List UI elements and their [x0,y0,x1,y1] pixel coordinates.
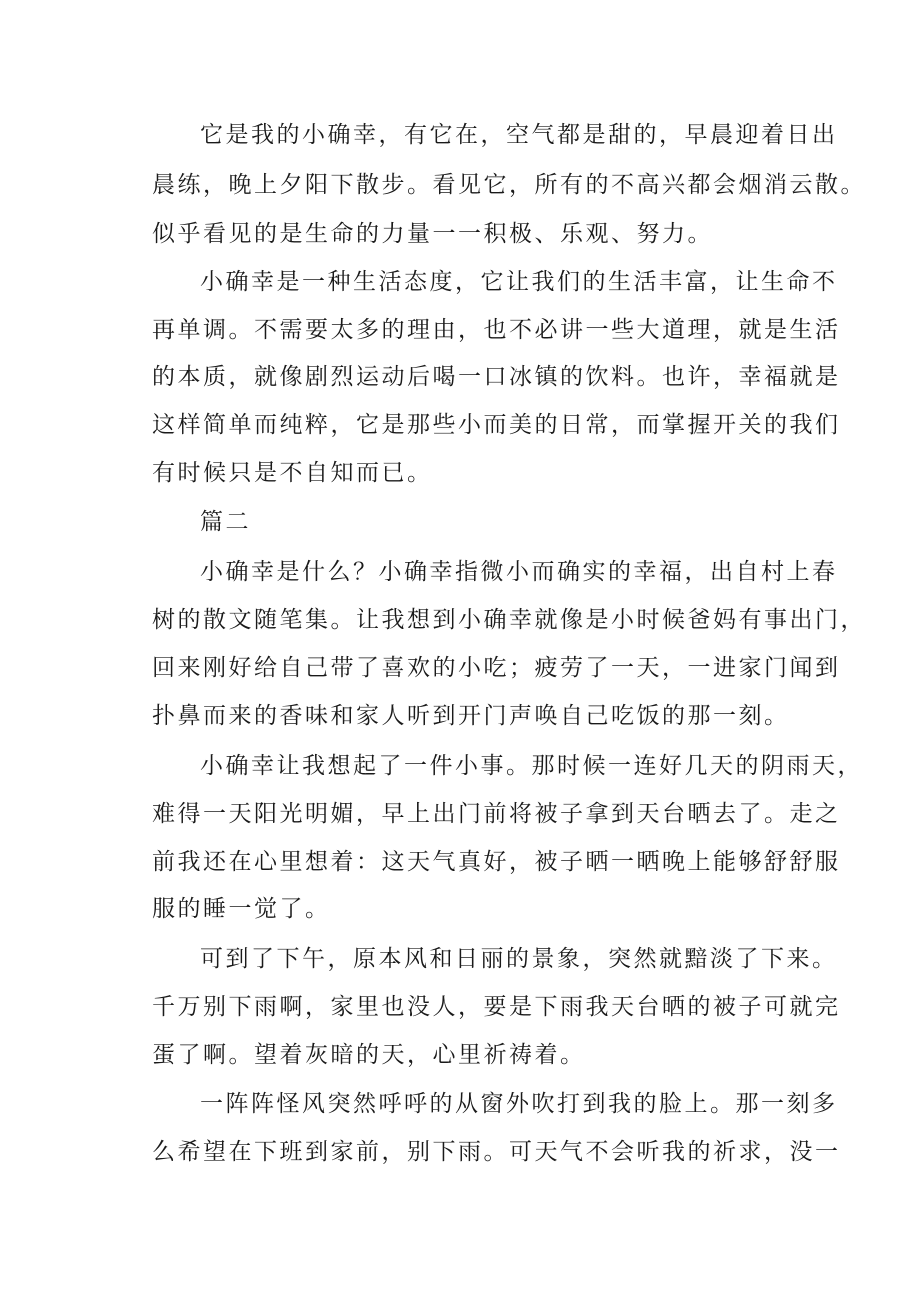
paragraph-6-line-1: 一阵阵怪风突然呼呼的从窗外吹打到我的脸上。那一刻多 [200,1091,838,1117]
paragraph-3-line-4: 扑鼻而来的香味和家人听到开门声唤自己吃饭的那一刻。 [152,703,790,729]
paragraph-2-line-3: 的本质，就像剧烈运动后喝一口冰镇的饮料。也许，幸福就是 [152,364,841,390]
paragraph-3-line-1: 小确幸是什么？小确幸指微小而确实的幸福，出自村上春 [200,559,838,585]
paragraph-5-line-1: 可到了下午，原本风和日丽的景象，突然就黯淡了下来。 [200,946,838,972]
paragraph-4-line-1: 小确幸让我想起了一件小事。那时候一连好几天的阴雨天， [200,753,863,779]
paragraph-3-line-2: 树的散文随笔集。让我想到小确幸就像是小时候爸妈有事出门， [152,607,866,633]
paragraph-4-line-2: 难得一天阳光明媚，早上出门前将被子拿到天台晒去了。走之 [152,801,841,827]
paragraph-1-line-2: 晨练，晚上夕阳下散步。看见它，所有的不高兴都会烟消云散。 [152,172,866,198]
paragraph-2-line-4: 这样简单而纯粹，它是那些小而美的日常，而掌握开关的我们 [152,412,841,438]
paragraph-2-line-5: 有时候只是不自知而已。 [152,460,433,486]
paragraph-6-line-2: 么希望在下班到家前，别下雨。可天气不会听我的祈求，没一 [152,1139,841,1165]
section-heading: 篇二 [200,509,251,535]
paragraph-2-line-1: 小确幸是一种生活态度，它让我们的生活丰富，让生命不 [200,269,838,295]
paragraph-4-line-4: 服的睡一觉了。 [152,896,331,922]
paragraph-4-line-3: 前我还在心里想着：这天气真好，被子晒一晒晚上能够舒舒服 [152,849,841,875]
paragraph-5-line-3: 蛋了啊。望着灰暗的天，心里祈祷着。 [152,1042,586,1068]
paragraph-5-line-2: 千万别下雨啊，家里也没人，要是下雨我天台晒的被子可就完 [152,994,841,1020]
paragraph-3-line-3: 回来刚好给自己带了喜欢的小吃；疲劳了一天，一进家门闻到 [152,655,841,681]
paragraph-2-line-2: 再单调。不需要太多的理由，也不必讲一些大道理，就是生活 [152,317,841,343]
paragraph-1-line-3: 似乎看见的是生命的力量一一积极、乐观、努力。 [152,221,713,247]
paragraph-1-line-1: 它是我的小确幸，有它在，空气都是甜的，早晨迎着日出 [200,122,838,148]
